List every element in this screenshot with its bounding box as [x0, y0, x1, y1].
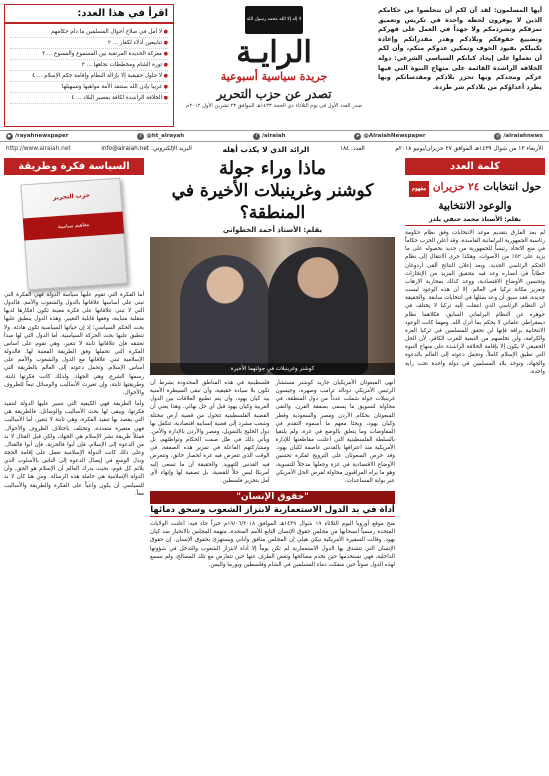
editorial-body: لم يعد الفارق بتقديم موعد الانتخابات وفق نظام حكومة رئاسية الجمهورية البرلمانية الفاسدة، وقد أعلن الحزب حكاماً في منع الاتحاد رئيساً للجمهورية من جديد بحصوله على ما يزيد على ٥٢٪ من الأصوات، وهكذا جرى الانتقال إلى نظام الحكم الرئاسي الجديد. وبعد إعلان النتائج ألقى أردوغان خطاباً في أنصاره وعد فيه بتحقيق المزيد من الإنجازات وتحسين الأوضاع الاقتصادية، ووعد كذلك بمحاربة الإرهاب وتعزيز مكانة تركيا في العالم. إلا أن هذه الوعود ليست جديدة، فقد سبق أن وعد بمثلها في انتخابات سابقة. والحقيقة أن النظام الرئاسي الذي انتقلت إليه تركيا لا يختلف في جوهره عن النظام البرلماني السابق، فكلاهما نظام ديمقراطي علماني لا يحكم بما أنزل الله. ومهما كانت الوعود الانتخابية براقة فإنها لن تحقق للمسلمين في تركيا العزة والكرامة، ولن تخلصهم من التبعية للغرب الكافر، لأن الحل الحقيقي لا يكون إلا بإقامة الخلافة الراشدة على منهاج النبوة التي تطبق الإسلام كاملاً، وتحمل دعوته إلى العالم بالدعوة والجهاد، وتوحد بلاد المسلمين في دولة واحدة تحت راية واحدة. — [405, 230, 545, 375]
main-article — [150, 158, 395, 770]
headline-part: حول انتخابات — [483, 181, 542, 193]
secondary-headline[interactable] — [150, 491, 395, 517]
headline-ribbon: مفهوم — [409, 181, 430, 197]
main-article-text: فلسطينية في هذه المناطق المحدودة بشرط أن تكون بلا سيادة حقيقية، وأن تبقى السيطرة الأمنية بيد كيان يهود، وأن يتم تطبيع العلاقات بين الدول العربية وكيان يهود قبل أي حل نهائي. وهذا يعني أن القضية الفلسطينية تتحول من قضية أرض محتلة وشعب مشرد إلى قضية إنسانية اقتصادية، تتكفل بها دول الخليج بالتمويل، ومصر والأردن بالإدارة والأمن. ويأتي ذلك في ظل صمت الحكام وتواطئهم، بل ومشاركتهم الفاعلة في تمرير هذه الصفقة، في الوقت الذي تتعرض فيه غزة لحصار خانق، وتتعرض فيه القدس للتهويد. والحقيقة أن ما تسعى إليه أمريكا ليس حلاً للقضية، بل تصفية لها وإنهاء لأي أمل بتحرير فلسطين. — [150, 380, 270, 484]
book-band: مفاهيم سياسية — [23, 212, 124, 241]
photo-figure — [180, 255, 270, 375]
masthead-header — [0, 0, 549, 156]
secondary-headline-text: أداة في يد الدول الاستعمارية لابتزاز الشعوب وسحق دمائها — [150, 505, 395, 516]
contents-item[interactable]: ● تنابيعين أذلاء لكفار ... ٢ — [10, 38, 168, 49]
main-article-photo[interactable] — [150, 237, 395, 375]
instagram-icon: ◎ — [495, 133, 500, 139]
politics-column — [4, 158, 144, 770]
issue-date: الأربعاء ١٣ من شوال ١٤٣٩هـ الموافق ٢٧ حزيران/يونيو ٢٠١٨م — [395, 146, 543, 152]
newspaper-subtitle: جريدة سياسية أسبوعية — [220, 70, 328, 83]
contact-email[interactable]: البريد الإلكتروني: info@alraiah.net — [101, 146, 192, 152]
contents-item[interactable]: ● لا أمل في صلاح أحوال المسلمين ما دام حكامهم — [10, 27, 168, 38]
issue-number: العدد: ١٨٤ — [339, 146, 365, 152]
newspaper-motto: الرائد الذي لا يكذب أهله — [222, 144, 310, 154]
contents-item[interactable]: ● معركة الحديدة المرتقبة بين المسموع والممنوع ... ٣ — [10, 49, 168, 60]
editorial-headline[interactable] — [405, 179, 545, 213]
politics-section-title: السياسة فكرة وطريقة — [4, 158, 144, 175]
main-headline-line: ماذا وراء جولة — [218, 158, 327, 179]
editorial-column — [405, 158, 545, 770]
book-title: حزب التحرير — [52, 191, 91, 202]
main-article-columns — [150, 379, 395, 485]
website-link[interactable]: http://www.alraiah.net — [6, 146, 71, 152]
twitter-icon: t — [137, 133, 144, 140]
secondary-article-text: منح موقع أوروبا اليوم الثلاثاء ١٩ شوال ١٤٣٩هـ الموافق ١٩/٠٦/٢٠١٨م خبراً جاء فيه: أعلنت الولايات المتحدة رسمياً انسحابها من مجلس حقوق الإنسان التابع للأمم المتحدة، متهمة المجلس بالانحياز ضد كيان يهود. وقالت السفيرة الأمريكية نيكي هيلي إن المجلس منافق وأناني ويستهزئ بحقوق الإنسان. إن حقوق الإنسان التي تتشدق بها الدول الاستعمارية لم تكن يوماً إلا أداة لابتزاز الشعوب والتدخل في شؤونها الداخلية، فهي تستخدمها حين تخدم مصالحها وتغض الطرف عنها حين تتعارض مع تلك المصالح، ولم نسمع لهذه الدول صوتاً حين سفكت دماء المسلمين في الشام وفلسطين وبورما واليمن. — [150, 521, 396, 568]
book-cover-image — [20, 178, 127, 291]
photo-figure — [268, 247, 368, 375]
facebook-link[interactable]: f /alraiah — [253, 133, 286, 140]
politics-text: وأما الطريقة فهي الكيفية التي تسير عليها الدولة لتنفيذ فكرتها، ويبقى لها بحث الأساليب والوسائل. فالطريقة هي التي يقصد بها تنفيذ الفكرة، وهي ثابتة لا تتغير، أما الأساليب فهي متغيرة متعددة، وتختلف باختلاف الظروف والأحوال. فمثلاً طريقة نشر الإسلام هي الجهاد، ولكن قبل القتال لا بد من الدعوة إلى الإسلام، فإن أبوا فالجزية، فإن أبوا فالقتال. وعلى ذلك كانت الدولة الإسلامية تعمل على إقامة الحجة وبذل الوسع في إيصال الدعوة إلى الناس بالأسلوب الذي يلائم كل قوم، بحيث يدرك العالم أن الإسلام هو الحق، وأن الدولة الإسلامية هي حاملة هذه الرسالة. ومن هنا كان لا بد للسياسي أن يكون واعياً على الفكرة والطريقة والأساليب معاً. — [4, 401, 144, 497]
publisher-line: تصدر عن حزب التحرير — [216, 87, 332, 101]
editorial-section-title: كلمة العدد — [405, 158, 545, 175]
headline-date: ٢٤ حزيران — [432, 181, 480, 193]
facebook-icon: f — [253, 133, 260, 140]
youtube-link[interactable]: ▶ /rayahnewspaper — [7, 133, 69, 139]
telegram-icon: ➤ — [355, 133, 360, 139]
headline-part: والوعود الانتخابية — [438, 200, 512, 212]
contents-item[interactable]: ● لا حلول حقيقية إلا بإزالة النظام وإقامة حكم الإسلام ... ٤ — [10, 71, 168, 82]
contents-item[interactable]: ● الخلافة الراشدة لكافة بمصير البلاد ... ٤ — [10, 93, 168, 104]
contents-item[interactable]: ● غربيا بإذن الله ستنقذ الأمة مواهبها وتسهيلها — [10, 82, 168, 93]
politics-text: أما الفكرة التي تقوم عليها سياسة الدولة فهي الفكرة التي تبنى على أساسها علاقاتها بالدول والشعوب والأمم. فالدول التي لا تبنى علاقاتها على فكرة معينة تكون أفكارها لديها متقلبة متباينة، وفقها قابلية التغيير. وهذه الدول ينطبق عليها بحث الحكم السياسي؛ إذ إن حياتها السياسية تكون هادئة. ولا تنطبق عليها بحث الحركة السياسية. أما الدول التي لها مبدأ تعتنقه فإن علاقاتها ثابتة لا تتغير، وهي تقوم على أساس الفكرة التي تحملها وفق الطريقة المعينة لها. فالدولة الإسلامية تبني علاقاتها مع الدول والشعوب والأمم على أساس الإسلام، وتحمل دعوته إلى العالم بالطريقة التي رسمها الشرع، وهي الجهاد. ولذلك كانت فكرتها ثابتة، وطريقتها ثابتة، وإن تغيرت الأساليب والوسائل تبعاً للظروف والأحوال. — [4, 292, 144, 396]
issue-info-bar — [0, 143, 549, 155]
first-issue-line: صدر العدد الأول في يوم الثلاثاء ذي الحجة ١٤٣٣هـ الموافق ٢٣ تشرين الأول ٢٠١٢م — [186, 103, 362, 109]
main-headline-line: كوشنر وغرينبلات الأخيرة في المنطقة؟ — [171, 181, 374, 223]
secondary-headline-quote: "حقوق الإنسان" — [150, 491, 395, 504]
contents-list — [5, 24, 173, 107]
issue-contents — [4, 4, 174, 127]
main-headline[interactable] — [150, 158, 395, 224]
youtube-icon: ▶ — [7, 133, 12, 139]
masthead-logo-block — [180, 4, 368, 127]
instagram-link[interactable]: ◎ /alraiahnews — [495, 133, 543, 139]
main-article-text: أنهى المبعوثان الأمريكيان جاريد كوشنر مستشار الرئيس الأمريكي دونالد ترامب وصهره، وجيسون غرينبلات جولة شملت عدداً من دول المنطقة، في محاولة لتسويق ما يسمى بصفقة القرن. والتقى المبعوثان بحكام الأردن ومصر والسعودية وقطر وكيان يهود، وبحثا معهم ما أسموه التقدم في المفاوضات وما يتعلق بالوضع في غزة، ولم يلتقيا بالسلطة الفلسطينية التي أعلنت مقاطعتها للإدارة الأمريكية منذ اعترافها بالقدس عاصمة لكيان يهود. وقد حرص المبعوثان على الترويج لفكرة تحسين الأوضاع الاقتصادية في غزة وجعلها مدخلاً للتسوية، وهو ما يراه المراقبون محاولة لفرض الحل الأمريكي عبر بوابة المساعدات. — [275, 380, 395, 484]
social-links-bar — [0, 130, 549, 142]
editorial-byline: بقلم: الأستاذ محمد حنفي يلدز — [405, 216, 545, 226]
black-banner-flag-icon: لا إله إلا الله محمد رسول الله — [245, 6, 303, 34]
newspaper-logo: الرايـة — [236, 35, 312, 70]
main-byline: بقلم: الأستاذ أحمد الخطواني — [222, 226, 323, 234]
twitter-link[interactable]: t @ht_alrayah — [137, 133, 184, 140]
contents-item[interactable]: ● ثورة الشام ومخططات تجاهها ... ٣ — [10, 60, 168, 71]
contents-title: اقرأ في هذا العدد: — [5, 5, 173, 24]
telegram-link[interactable]: ➤ @AlraiahNewspaper — [355, 133, 426, 139]
header-quote: أيها المسلمون: لقد آن لكم أن تتخلصوا من حكامكم الذين لا يوقرون لحظة واحدة في تكريس وتعميق تمزقكم وتشرذمكم ولا جهداً في العمل على قهركم وتضييع حقوقكم وبلادكم وهدر مقدراتكم وإعادة تكبيلكم بقيود الخوف وتمكين عدوكم منكم، وأن لكم أن تعملوا على إيجاد كيانكم السياسي الشرعي: دولة الخلافة الراشدة القائمة على منهاج النبوة التي فيها عزكم ومجدكم وبها تحرر بلادكم ومقدساتكم وبها يطرد أعداؤكم من بلادكم شر طردة. — [378, 7, 542, 91]
photo-caption: كوشنر وغرينبلات في جولتهما الأخيرة — [150, 363, 395, 375]
